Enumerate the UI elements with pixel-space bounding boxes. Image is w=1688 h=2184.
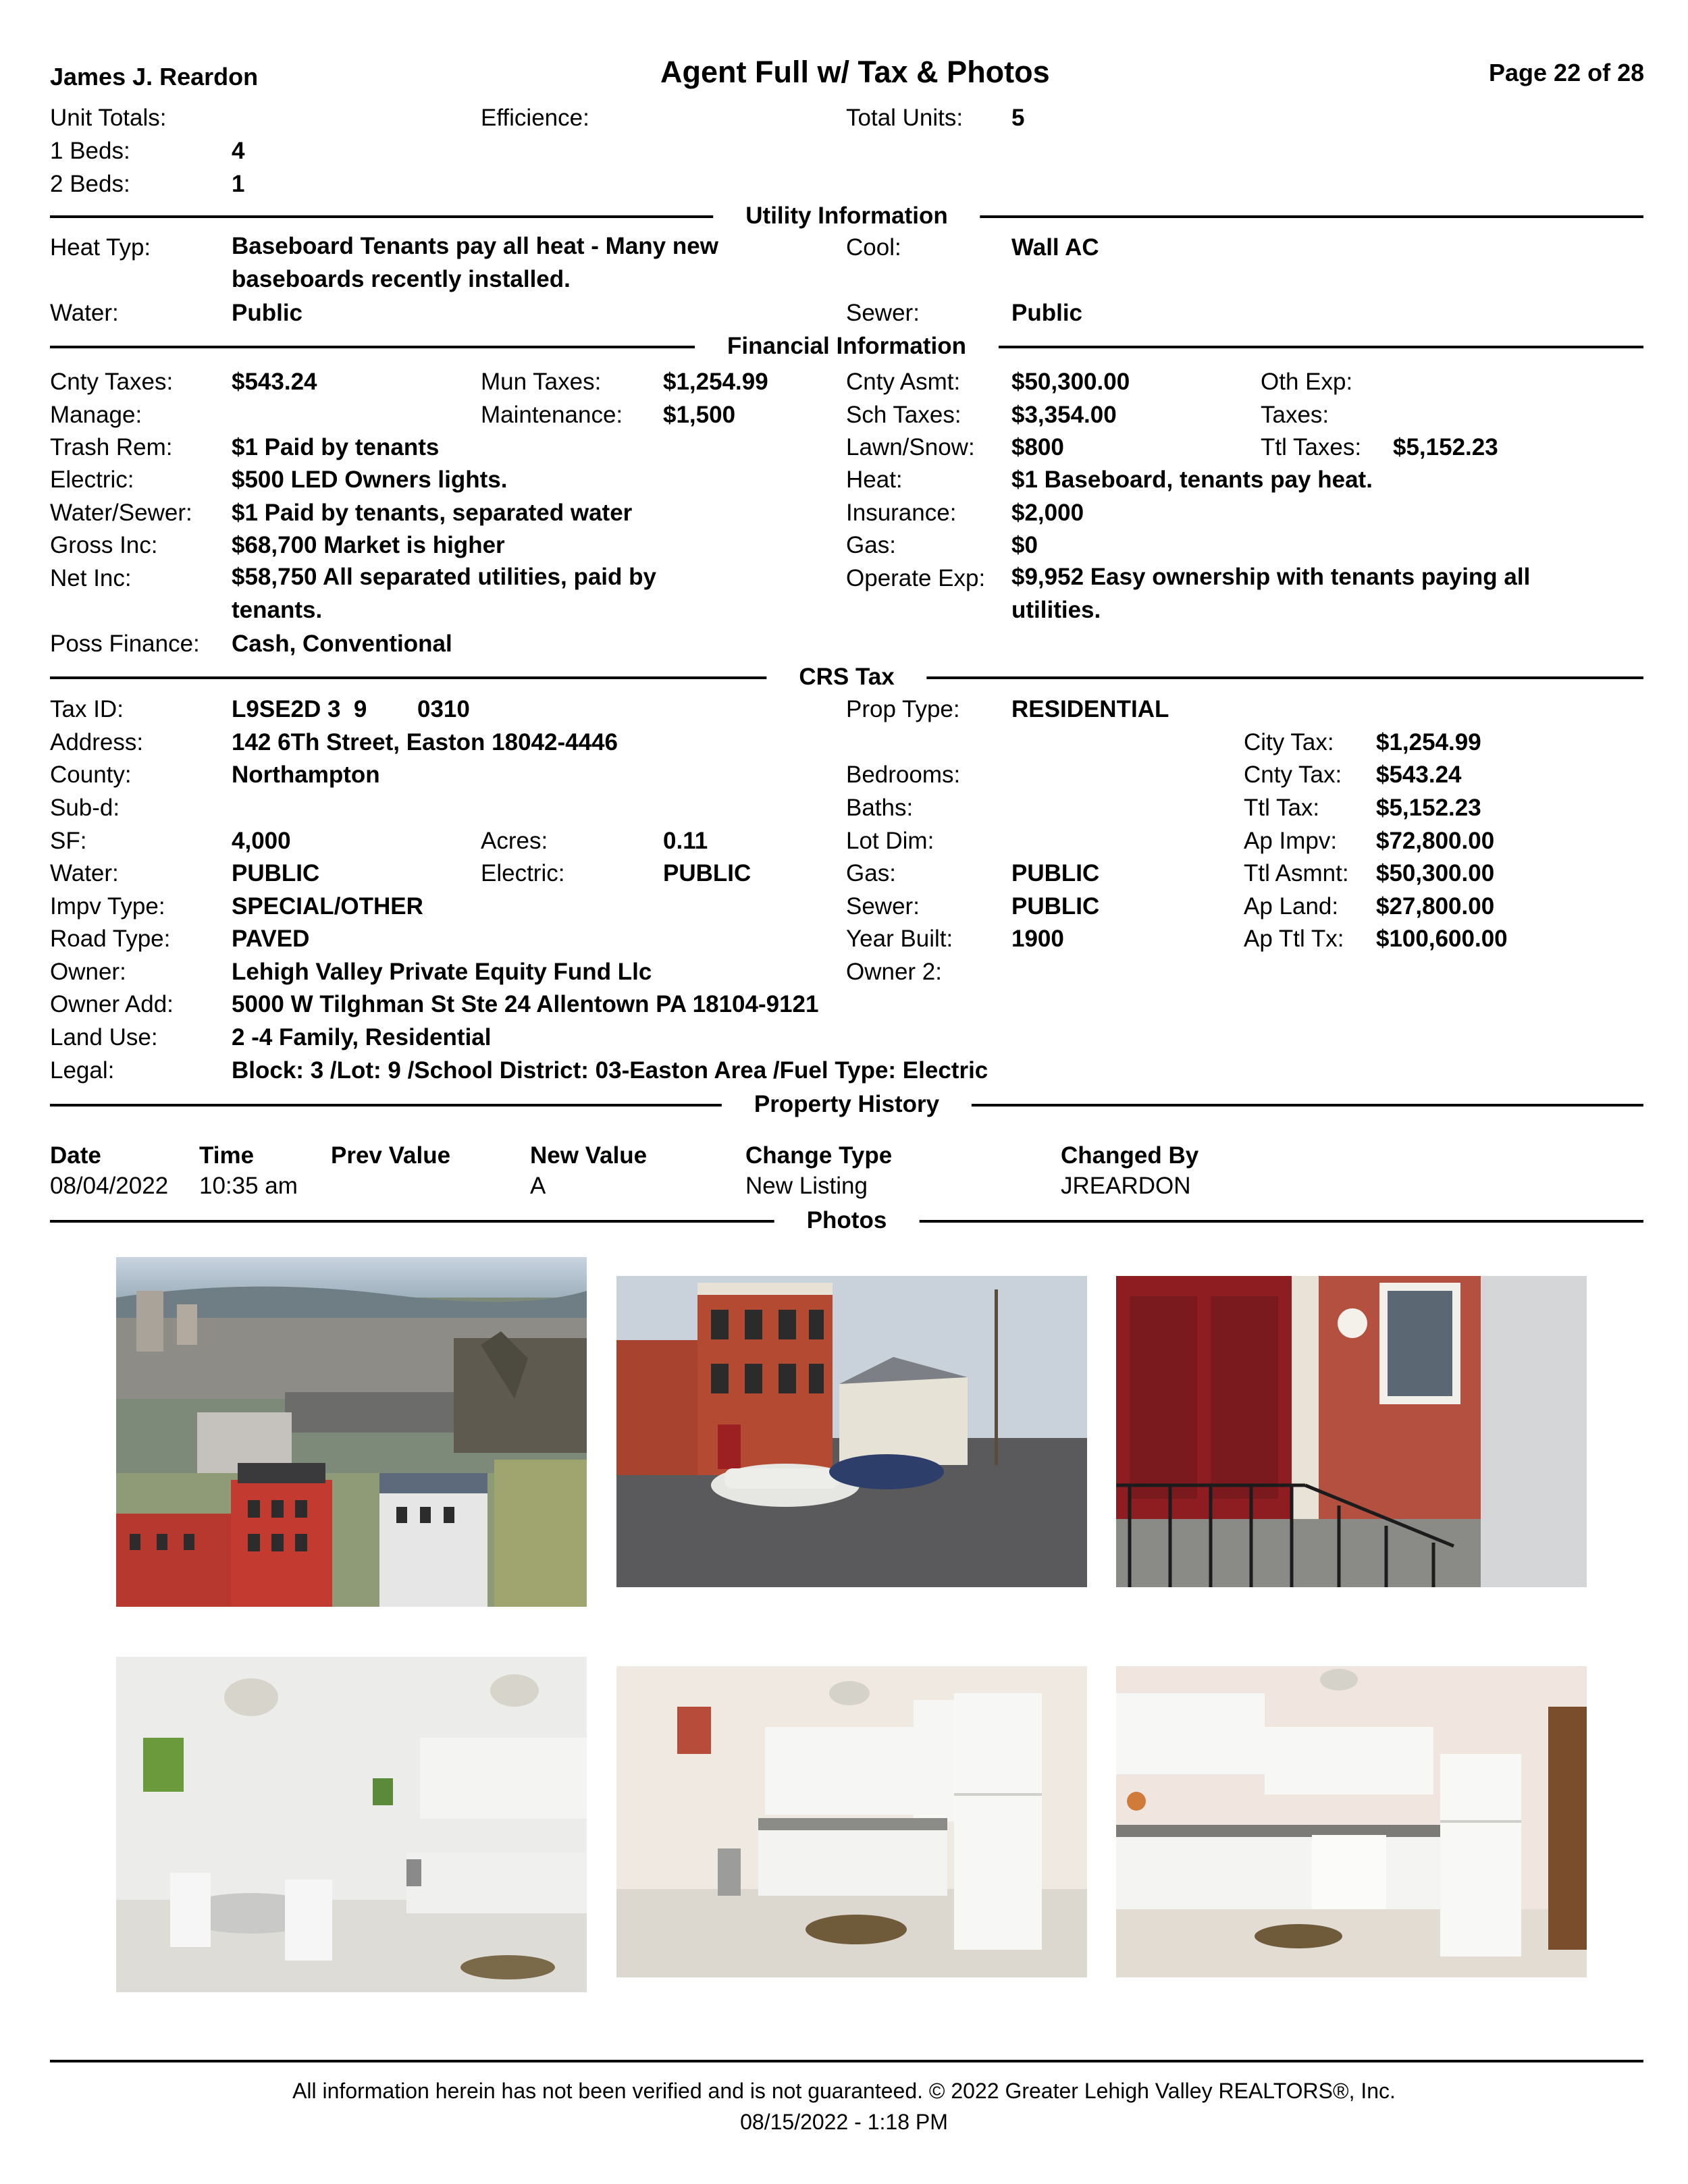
owner-value: Lehigh Valley Private Equity Fund Llc [232, 959, 652, 985]
photo-entrance[interactable] [1116, 1276, 1587, 1587]
lawn-label: Lawn/Snow: [846, 434, 975, 460]
beds2-label: 2 Beds: [50, 171, 130, 197]
maintenance-label: Maintenance: [481, 402, 623, 428]
impv-type-label: Impv Type: [50, 893, 165, 920]
ap-ttl-tx-value: $100,600.00 [1376, 926, 1508, 952]
sewer-label: Sewer: [846, 300, 920, 326]
crs-gas-label: Gas: [846, 860, 896, 886]
ttl-asmnt-value: $50,300.00 [1376, 860, 1495, 886]
bedrooms-label: Bedrooms: [846, 762, 961, 788]
insurance-label: Insurance: [846, 500, 957, 526]
city-tax-label: City Tax: [1244, 729, 1334, 755]
total-units-value: 5 [1011, 105, 1025, 131]
crs-tax-section-header [50, 664, 1643, 691]
section-title: Property History [722, 1091, 972, 1118]
heat-label: Heat: [846, 467, 903, 493]
ap-ttl-tx-label: Ap Ttl Tx: [1244, 926, 1344, 952]
road-type-label: Road Type: [50, 926, 171, 952]
mun-taxes-label: Mun Taxes: [481, 369, 602, 395]
gross-inc-label: Gross Inc: [50, 532, 158, 558]
photo-aerial-view[interactable] [116, 1257, 587, 1607]
net-inc-value: $58,750 All separated utilities, paid by tenants. [232, 564, 656, 623]
water-sewer-label: Water/Sewer: [50, 500, 192, 526]
history-changed-by: JREARDON [1061, 1173, 1191, 1199]
history-date: 08/04/2022 [50, 1173, 169, 1199]
crs-water-label: Water: [50, 860, 119, 886]
cnty-asmt-value: $50,300.00 [1011, 369, 1130, 395]
year-built-value: 1900 [1011, 926, 1064, 952]
crs-electric-value: PUBLIC [663, 860, 751, 886]
owner2-label: Owner 2: [846, 959, 942, 985]
ap-land-label: Ap Land: [1244, 893, 1339, 920]
net-inc-label: Net Inc: [50, 565, 132, 591]
maintenance-value: $1,500 [663, 402, 736, 428]
gas-value: $0 [1011, 532, 1038, 558]
owner-add-label: Owner Add: [50, 991, 174, 1017]
tax-id-label: Tax ID: [50, 696, 124, 722]
subd-label: Sub-d: [50, 795, 120, 821]
footer-rule [50, 2060, 1643, 2062]
county-label: County: [50, 762, 132, 788]
section-title: CRS Tax [766, 664, 926, 691]
trash-label: Trash Rem: [50, 434, 173, 460]
history-col-time: Time [199, 1142, 255, 1169]
county-value: Northampton [232, 762, 380, 788]
water-label: Water: [50, 300, 119, 326]
photo-kitchen-wide[interactable] [1116, 1666, 1587, 1977]
lawn-value: $800 [1011, 434, 1064, 460]
agent-name: James J. Reardon [50, 63, 259, 90]
section-title: Utility Information [713, 203, 980, 230]
poss-finance-label: Poss Finance: [50, 631, 200, 657]
history-col-changed-by: Changed By [1061, 1142, 1199, 1169]
owner-label: Owner: [50, 959, 126, 985]
poss-finance-value: Cash, Conventional [232, 631, 452, 657]
history-col-prev-value: Prev Value [331, 1142, 451, 1169]
total-units-label: Total Units: [846, 105, 964, 131]
beds1-label: 1 Beds: [50, 138, 130, 164]
crs-sewer-value: PUBLIC [1011, 893, 1100, 920]
history-col-date: Date [50, 1142, 101, 1169]
history-col-new-value: New Value [530, 1142, 648, 1169]
manage-label: Manage: [50, 402, 142, 428]
prop-type-label: Prop Type: [846, 696, 960, 722]
cool-label: Cool: [846, 234, 901, 261]
section-title: Financial Information [695, 333, 999, 360]
financial-section-header [50, 333, 1643, 360]
water-value: Public [232, 300, 303, 326]
history-col-change-type: Change Type [745, 1142, 893, 1169]
gross-inc-value: $68,700 Market is higher [232, 532, 505, 558]
mun-taxes-value: $1,254.99 [663, 369, 768, 395]
crs-electric-label: Electric: [481, 860, 565, 886]
road-type-value: PAVED [232, 926, 310, 952]
heat-type-value: Baseboard Tenants pay all heat - Many new baseboards recently installed. [232, 233, 718, 292]
prop-type-value: RESIDENTIAL [1011, 696, 1169, 722]
water-sewer-value: $1 Paid by tenants, separated water [232, 500, 633, 526]
insurance-value: $2,000 [1011, 500, 1084, 526]
oth-exp-label: Oth Exp: [1261, 369, 1353, 395]
acres-value: 0.11 [663, 828, 708, 854]
legal-label: Legal: [50, 1057, 115, 1084]
property-history-section-header [50, 1091, 1643, 1118]
sch-taxes-value: $3,354.00 [1011, 402, 1117, 428]
ttl-asmnt-label: Ttl Asmnt: [1244, 860, 1349, 886]
ttl-taxes-value: $5,152.23 [1393, 434, 1498, 460]
report-title: Agent Full w/ Tax & Photos [660, 55, 1050, 89]
crs-gas-value: PUBLIC [1011, 860, 1100, 886]
cnty-tax-label: Cnty Tax: [1244, 762, 1342, 788]
photo-kitchen[interactable] [616, 1666, 1087, 1977]
gas-label: Gas: [846, 532, 896, 558]
ap-impv-value: $72,800.00 [1376, 828, 1495, 854]
efficience-label: Efficience: [481, 105, 589, 131]
ap-impv-label: Ap Impv: [1244, 828, 1338, 854]
address-value: 142 6Th Street, Easton 18042-4446 [232, 729, 618, 755]
section-title: Photos [774, 1207, 920, 1234]
tax-id-suffix: 0310 [417, 696, 470, 722]
unit-totals-label: Unit Totals: [50, 105, 167, 131]
cool-value: Wall AC [1011, 234, 1099, 261]
photos-section-header [50, 1207, 1643, 1234]
history-time: 10:35 am [199, 1173, 298, 1199]
ttl-tax-label: Ttl Tax: [1244, 795, 1320, 821]
cnty-asmt-label: Cnty Asmt: [846, 369, 961, 395]
legal-value: Block: 3 /Lot: 9 /School District: 03-Easton Area /Fuel Type: Electric [232, 1057, 988, 1084]
crs-water-value: PUBLIC [232, 860, 320, 886]
history-change-type: New Listing [745, 1173, 868, 1199]
sf-value: 4,000 [232, 828, 291, 854]
year-built-label: Year Built: [846, 926, 953, 952]
land-use-value: 2 -4 Family, Residential [232, 1024, 492, 1050]
baths-label: Baths: [846, 795, 914, 821]
operate-exp-label: Operate Exp: [846, 565, 986, 591]
footer-disclaimer: All information herein has not been verified and is not guaranteed. © 2022 Greater Lehigh Valley REALTORS®, Inc. [292, 2079, 1396, 2103]
crs-sewer-label: Sewer: [846, 893, 920, 920]
heat-value: $1 Baseboard, tenants pay heat. [1011, 467, 1373, 493]
beds2-value: 1 [232, 171, 245, 197]
ttl-taxes-label: Ttl Taxes: [1261, 434, 1362, 460]
cnty-taxes-value: $543.24 [232, 369, 317, 395]
utility-section-header [50, 203, 1643, 230]
land-use-label: Land Use: [50, 1024, 158, 1050]
heat-type-label: Heat Typ: [50, 234, 151, 261]
impv-type-value: SPECIAL/OTHER [232, 893, 423, 920]
operate-exp-value: $9,952 Easy ownership with tenants paying all utilities. [1011, 564, 1531, 623]
tax-id-value: L9SE2D 3 9 [232, 696, 367, 722]
address-label: Address: [50, 729, 144, 755]
sch-taxes-label: Sch Taxes: [846, 402, 961, 428]
cnty-tax-value: $543.24 [1376, 762, 1462, 788]
city-tax-value: $1,254.99 [1376, 729, 1481, 755]
electric-value: $500 LED Owners lights. [232, 467, 508, 493]
footer-timestamp: 08/15/2022 - 1:18 PM [740, 2110, 948, 2134]
cnty-taxes-label: Cnty Taxes: [50, 369, 174, 395]
taxes-label: Taxes: [1261, 402, 1329, 428]
electric-label: Electric: [50, 467, 134, 493]
photo-street-view[interactable] [616, 1276, 1087, 1587]
beds1-value: 4 [232, 138, 245, 164]
trash-value: $1 Paid by tenants [232, 434, 440, 460]
owner-add-value: 5000 W Tilghman St Ste 24 Allentown PA 18104-9121 [232, 991, 819, 1017]
history-new-value: A [530, 1173, 546, 1199]
photo-dining-area[interactable] [116, 1657, 587, 1992]
lot-dim-label: Lot Dim: [846, 828, 934, 854]
ap-land-value: $27,800.00 [1376, 893, 1495, 920]
acres-label: Acres: [481, 828, 548, 854]
sf-label: SF: [50, 828, 87, 854]
ttl-tax-value: $5,152.23 [1376, 795, 1481, 821]
sewer-value: Public [1011, 300, 1083, 326]
page-number: Page 22 of 28 [1489, 59, 1645, 86]
